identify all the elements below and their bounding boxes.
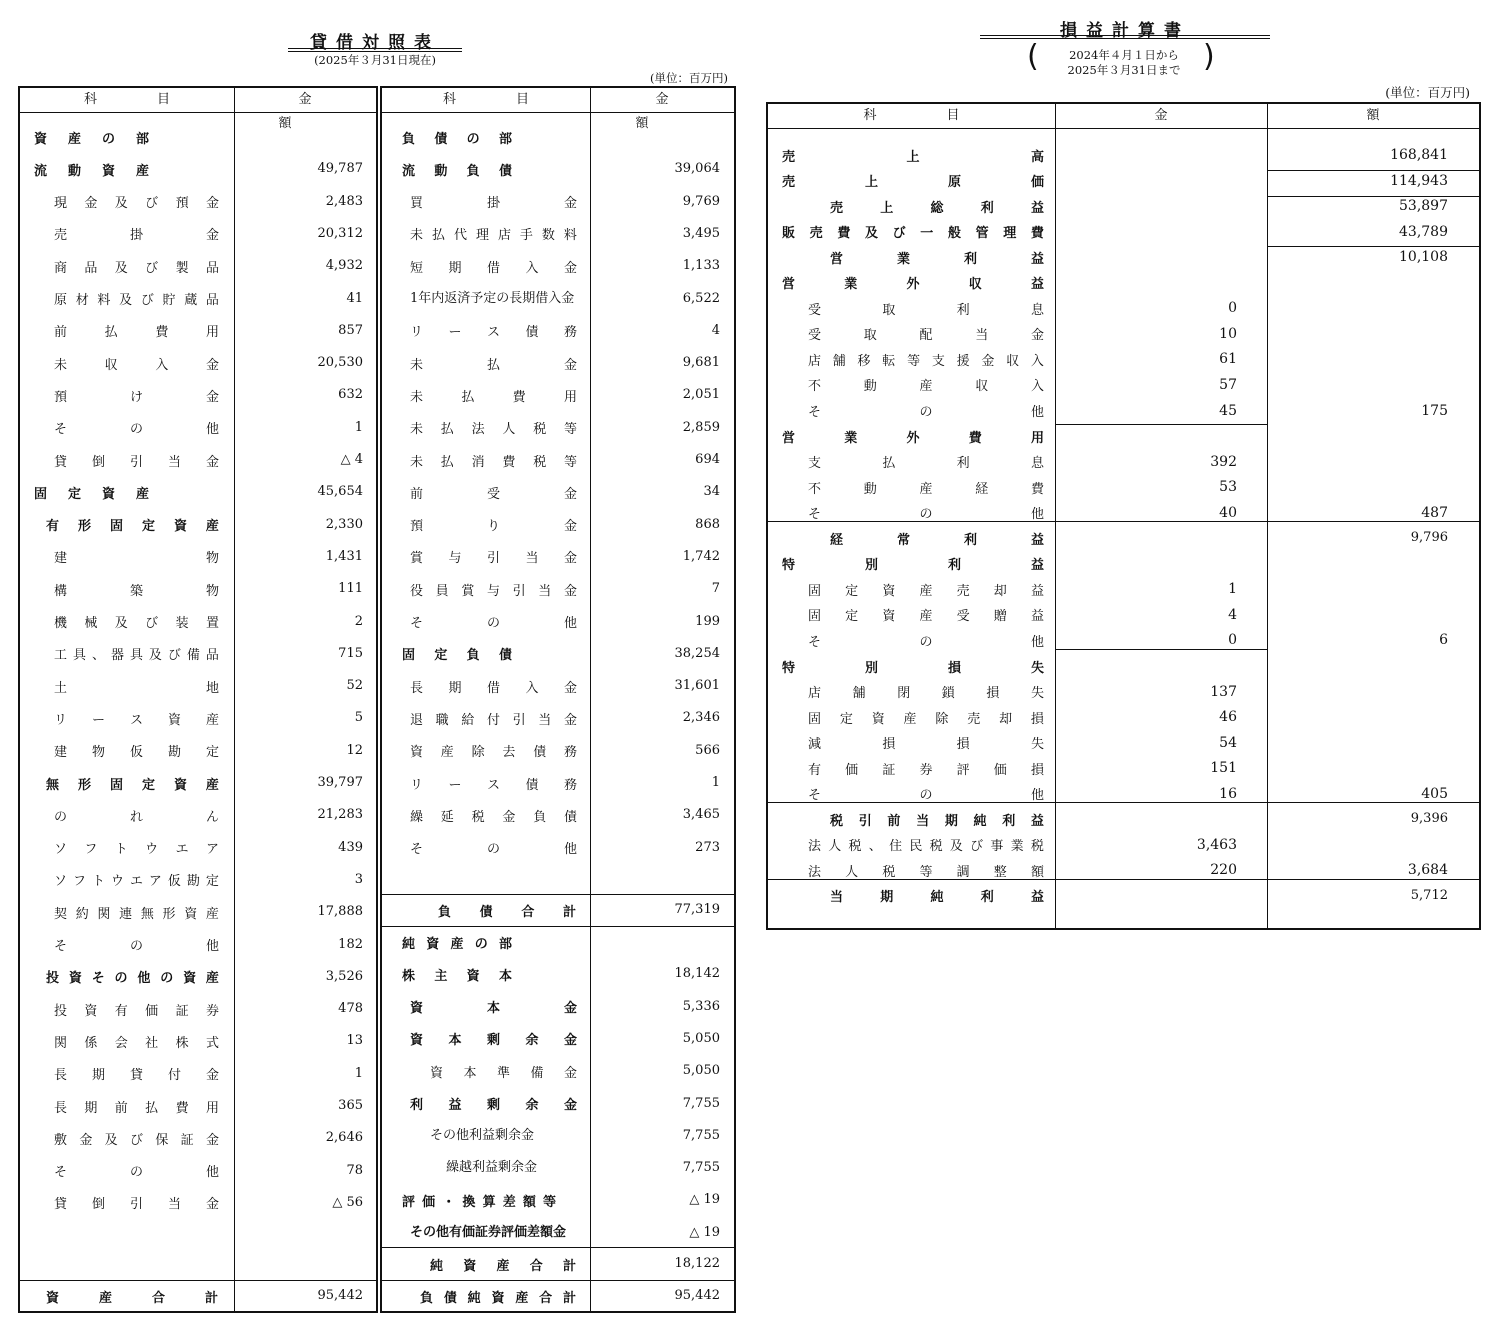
period-from: 2024年４月１日から — [1069, 48, 1179, 62]
row-value: 6,522 — [682, 290, 720, 306]
row-value: 13 — [346, 1033, 363, 1049]
row-label: 原 材 料 及 び 貯 蔵 品 — [54, 293, 219, 308]
row-value: 38,254 — [674, 645, 720, 661]
row-value: △ 4 — [340, 452, 363, 467]
row-label: 未 払 金 — [410, 357, 577, 373]
row-value: 1,431 — [325, 548, 363, 564]
pl-row-label: 営 業 外 費 用 — [782, 430, 1044, 446]
row-value: 45,654 — [317, 484, 363, 500]
row-value: 4,932 — [325, 258, 363, 274]
pl-row-value-2: 175 — [1421, 402, 1448, 419]
row-value: 78 — [346, 1162, 363, 1178]
row-label: 資 産 の 部 — [34, 131, 149, 147]
pl-row-label: 固 定 資 産 除 売 却 損 — [808, 711, 1044, 727]
row-value: 868 — [695, 516, 720, 532]
row-label: 構 築 物 — [54, 583, 219, 599]
assets-total-value: 95,442 — [317, 1288, 363, 1303]
row-label: 固 定 負 債 — [402, 648, 512, 664]
row-label: の れ ん — [54, 809, 219, 825]
row-label: 利 益 剰 余 金 — [410, 1098, 577, 1113]
pl-row-value-1: 392 — [1210, 453, 1237, 470]
row-value: 20,530 — [317, 355, 363, 371]
row-label: 株 主 資 本 — [402, 968, 512, 984]
row-label: 短 期 借 入 金 — [410, 260, 577, 276]
row-value: △ 56 — [332, 1194, 363, 1210]
pl-row-label: 特 別 利 益 — [782, 558, 1044, 574]
row-label: ソ フ ト ウ エ ア 仮 勘 定 — [54, 874, 219, 890]
row-value: 199 — [695, 613, 720, 629]
row-label: 工 具 、 器 具 及 び 備 品 — [54, 648, 219, 664]
row-value: △ 19 — [689, 1224, 720, 1240]
pl-row-value-2: 9,396 — [1410, 811, 1448, 827]
row-value: 20,312 — [317, 225, 363, 241]
row-label: 負 債 の 部 — [402, 131, 512, 147]
equity-total-value: 18,122 — [674, 1256, 720, 1271]
row-value: 5,050 — [682, 1063, 720, 1079]
row-value: 41 — [346, 290, 363, 306]
pl-row-label: そ の 他 — [808, 634, 1044, 650]
row-label: 土 地 — [54, 680, 219, 696]
row-label: 繰 延 税 金 負 債 — [410, 809, 577, 825]
row-value: 1 — [354, 1065, 363, 1081]
pl-row-value-1: 57 — [1219, 376, 1237, 393]
row-value: 1,742 — [682, 548, 720, 564]
header-subject — [20, 88, 234, 112]
row-value: 3,495 — [682, 225, 720, 241]
balance-sheet-unit: (単位：百万円) — [650, 71, 728, 85]
pl-row-label: そ の 他 — [808, 507, 1044, 523]
pl-row-value-2: 168,841 — [1390, 147, 1448, 163]
pl-row-label: 不 動 産 経 費 — [808, 481, 1044, 497]
row-label: 資 本 準 備 金 — [430, 1065, 577, 1081]
row-value: 39,064 — [674, 161, 720, 177]
row-value: 365 — [338, 1098, 363, 1113]
pl-row-value-1: 137 — [1210, 683, 1237, 700]
row-label: 流 動 負 債 — [402, 163, 512, 179]
header-subject — [382, 88, 590, 112]
row-value: 3,526 — [325, 968, 363, 984]
period-to: 2025年３月31日まで — [1067, 63, 1181, 77]
row-value: 5,336 — [682, 998, 720, 1014]
pl-row-label: 特 別 損 失 — [782, 660, 1044, 676]
pl-row-value-1: 53 — [1219, 479, 1237, 496]
liabilities-total-label: 負 債 合 計 — [438, 904, 576, 920]
row-value: 31,601 — [674, 678, 720, 694]
row-value: 111 — [338, 581, 363, 597]
row-value: 5,050 — [682, 1030, 720, 1046]
row-label: 1年内返済予定の長期借入金 — [410, 290, 575, 306]
row-label: 前 受 金 — [410, 486, 577, 502]
pl-row-label: 固 定 資 産 受 贈 益 — [808, 609, 1044, 625]
pl-header-subject-text: 科目 — [863, 108, 1030, 123]
row-value: 2,346 — [682, 710, 720, 726]
row-label: 買 掛 金 — [410, 196, 577, 212]
row-value: 3,465 — [682, 807, 720, 823]
row-value: 52 — [346, 678, 363, 694]
row-label: 前 払 費 用 — [54, 325, 219, 341]
row-value: 632 — [338, 387, 363, 403]
pl-row-value-1: 4 — [1228, 606, 1237, 623]
pl-header-amount-2-text: 額 — [1366, 108, 1380, 123]
row-label: 貸 倒 引 当 金 — [54, 454, 219, 470]
pl-row-label: 固 定 資 産 売 却 益 — [808, 583, 1044, 599]
row-label: 繰越利益剰余金 — [446, 1160, 538, 1176]
pl-row-value-2: 53,897 — [1399, 198, 1448, 215]
row-label: 賞 与 引 当 金 — [410, 551, 577, 567]
pl-row-value-2: 43,789 — [1399, 223, 1448, 240]
pl-row-value-2: 5,712 — [1410, 887, 1448, 903]
pl-row-label: 売 上 原 価 — [782, 175, 1044, 191]
row-label: 未 払 法 人 税 等 — [410, 422, 577, 438]
pl-row-label: 当 期 純 利 益 — [830, 890, 1044, 906]
row-value: 17,888 — [317, 904, 363, 920]
equity-total-label: 純 資 産 合 計 — [430, 1258, 576, 1274]
row-value: 566 — [695, 742, 720, 758]
pl-row-label: 店 舗 閉 鎖 損 失 — [808, 686, 1044, 702]
pl-row-label: 売 上 高 — [782, 149, 1044, 165]
row-value: 7,755 — [682, 1095, 720, 1111]
row-label: 現 金 及 び 預 金 — [54, 196, 219, 212]
pl-header-amount-1 — [1055, 104, 1267, 128]
row-label: リ ー ス 債 務 — [410, 325, 577, 341]
pl-row-label: 受 取 配 当 金 — [808, 328, 1044, 344]
pl-row-value-1: 0 — [1228, 300, 1237, 317]
row-label: 敷 金 及 び 保 証 金 — [54, 1132, 219, 1148]
row-value: 2 — [354, 613, 363, 629]
row-value: 34 — [703, 484, 720, 500]
pl-row-value-1: 40 — [1219, 504, 1237, 521]
row-value: 857 — [338, 322, 363, 338]
pl-row-label: 減 損 損 失 — [808, 737, 1044, 753]
row-value: 7,755 — [682, 1127, 720, 1143]
left-bracket: ( — [1027, 39, 1039, 74]
row-value: 3 — [354, 871, 363, 887]
pl-row-label: 販 売 費 及 び 一 般 管 理 費 — [782, 226, 1044, 242]
pl-row-label: そ の 他 — [808, 788, 1044, 804]
row-value: 4 — [711, 322, 720, 338]
pl-row-value-1: 1 — [1228, 581, 1237, 598]
grand-total-label: 負 債 純 資 産 合 計 — [420, 1290, 576, 1306]
pl-row-value-1: 151 — [1210, 760, 1237, 777]
row-label: 役 員 賞 与 引 当 金 — [410, 583, 577, 599]
row-label: そ の 他 — [54, 939, 219, 954]
row-label: 関 係 会 社 株 式 — [54, 1035, 219, 1051]
pl-row-label: 売 上 総 利 益 — [830, 200, 1044, 216]
pl-row-value-2: 10,108 — [1399, 249, 1448, 266]
row-label: そ の 他 — [410, 616, 577, 631]
assets-total-label: 資 産 合 計 — [46, 1290, 218, 1306]
row-label: 預 り 金 — [410, 519, 577, 535]
row-label: 建 物 — [54, 551, 219, 567]
row-label: 退 職 給 付 引 当 金 — [410, 712, 577, 728]
header-amount — [590, 88, 734, 131]
row-label: 固 定 資 産 — [34, 486, 149, 502]
row-label: 売 掛 金 — [54, 228, 219, 244]
right-bracket: ) — [1203, 39, 1215, 74]
header-amount — [234, 88, 376, 131]
row-value: 5 — [354, 710, 363, 726]
row-label: 資 本 剰 余 金 — [410, 1033, 577, 1049]
row-label: 評 価 ・ 換 算 差 額 等 — [402, 1194, 556, 1210]
pl-row-value-1: 16 — [1219, 785, 1237, 802]
row-value: 1 — [711, 775, 720, 790]
income-statement-title: 損益計算書 — [1060, 21, 1190, 41]
row-value: 1,133 — [682, 258, 720, 274]
pl-row-label: 店 舗 移 転 等 支 援 金 収 入 — [808, 353, 1044, 369]
liabilities-total-value: 77,319 — [674, 902, 720, 917]
pl-row-value-2: 3,684 — [1407, 862, 1448, 879]
row-label: 貸 倒 引 当 金 — [54, 1197, 219, 1213]
row-label: その他利益剰余金 — [430, 1127, 535, 1143]
header-subject-text: 科目 — [83, 92, 230, 107]
row-label: 投 資 そ の 他 の 資 産 — [46, 971, 219, 987]
row-label: 機 械 及 び 装 置 — [54, 616, 219, 631]
pl-row-value-2: 405 — [1421, 785, 1448, 802]
row-label: その他有価証券評価差額金 — [410, 1224, 567, 1240]
pl-row-label: 受 取 利 息 — [808, 302, 1044, 318]
pl-row-value-1: 10 — [1219, 325, 1237, 342]
row-label: 長 期 借 入 金 — [410, 680, 577, 696]
row-label: 資 産 除 去 債 務 — [410, 745, 577, 761]
row-label: 預 け 金 — [54, 389, 219, 405]
income-statement-unit: (単位：百万円) — [1385, 85, 1470, 100]
row-label: ソ フ ト ウ エ ア — [54, 842, 219, 858]
row-value: △ 19 — [689, 1192, 720, 1208]
pl-row-value-2: 114,943 — [1390, 172, 1448, 189]
pl-row-label: 支 払 利 息 — [808, 456, 1044, 472]
row-label: 長 期 貸 付 金 — [54, 1068, 219, 1084]
row-value: 7,755 — [682, 1160, 720, 1176]
pl-row-value-1: 3,463 — [1196, 836, 1237, 853]
header-subject-text-r: 科目 — [442, 92, 589, 107]
pl-row-label: 営 業 利 益 — [830, 251, 1044, 267]
balance-sheet-date: (2025年３月31日現在) — [314, 53, 436, 67]
row-value: 478 — [338, 1001, 363, 1017]
pl-row-label: 営 業 外 収 益 — [782, 277, 1044, 293]
row-label: 未 払 代 理 店 手 数 料 — [410, 228, 577, 244]
row-value: 9,769 — [682, 193, 720, 209]
pl-row-value-2: 6 — [1439, 632, 1448, 649]
pl-row-value-1: 46 — [1219, 709, 1237, 726]
pl-row-label: 税 引 前 当 期 純 利 益 — [830, 813, 1044, 829]
row-value: 7 — [711, 581, 720, 597]
pl-row-label: 不 動 産 収 入 — [808, 379, 1044, 395]
row-label: 未 払 費 用 — [410, 389, 577, 405]
pl-row-label: 有 価 証 券 評 価 損 — [808, 762, 1044, 778]
row-label: 流 動 資 産 — [34, 163, 149, 179]
row-label: 建 物 仮 勘 定 — [54, 745, 219, 761]
row-label: 無 形 固 定 資 産 — [46, 777, 219, 793]
row-label: そ の 他 — [54, 422, 219, 438]
row-label: 長 期 前 払 費 用 — [54, 1100, 219, 1116]
pl-row-value-1: 54 — [1219, 734, 1237, 751]
row-value: 2,646 — [325, 1130, 363, 1146]
pl-row-value-2: 9,796 — [1410, 530, 1448, 546]
row-value: 694 — [695, 452, 720, 467]
pl-row-label: 経 常 利 益 — [830, 532, 1044, 548]
row-value: 49,787 — [317, 161, 363, 177]
grand-total-value: 95,442 — [674, 1288, 720, 1303]
pl-header-amount-2 — [1267, 104, 1479, 128]
pl-header-amount-1-text: 金 — [1154, 108, 1168, 123]
row-value: 9,681 — [682, 355, 720, 371]
row-value: 18,142 — [674, 966, 720, 982]
row-value: 2,483 — [325, 193, 363, 209]
row-label: そ の 他 — [410, 842, 577, 858]
row-value: 182 — [338, 936, 363, 952]
row-label: そ の 他 — [54, 1165, 219, 1181]
row-label: 純 資 産 の 部 — [402, 936, 512, 952]
row-value: 715 — [338, 645, 363, 661]
pl-row-label: 法 人 税 、 住 民 税 及 び 事 業 税 — [808, 839, 1044, 855]
row-label: 未 払 消 費 税 等 — [410, 454, 577, 470]
row-label: 契 約 関 連 無 形 資 産 — [54, 906, 219, 922]
pl-row-value-1: 45 — [1219, 402, 1237, 419]
pl-header-subject — [768, 104, 1055, 128]
row-label: 商 品 及 び 製 品 — [54, 260, 219, 276]
pl-row-value-1: 61 — [1219, 351, 1237, 368]
row-label: リ ー ス 資 産 — [54, 712, 219, 728]
row-label: 投 資 有 価 証 券 — [54, 1003, 219, 1019]
row-value: 2,051 — [682, 387, 720, 403]
pl-row-label: 法 人 税 等 調 整 額 — [808, 864, 1044, 880]
pl-row-value-1: 220 — [1210, 862, 1237, 879]
row-value: 439 — [338, 839, 363, 855]
row-label: リ ー ス 債 務 — [410, 777, 577, 793]
pl-row-label: そ の 他 — [808, 405, 1044, 420]
pl-row-value-2: 487 — [1421, 504, 1448, 521]
row-label: 有 形 固 定 資 産 — [46, 519, 219, 535]
header-amount-text-r: 金額 — [635, 92, 709, 131]
header-amount-text: 金額 — [278, 92, 352, 131]
row-value: 2,330 — [325, 516, 363, 532]
row-label: 資 本 金 — [410, 1001, 577, 1017]
row-value: 1 — [354, 419, 363, 435]
row-value: 273 — [695, 839, 720, 855]
title-underline — [980, 35, 1270, 39]
row-value: 21,283 — [317, 807, 363, 823]
row-value: 2,859 — [682, 419, 720, 435]
row-label: 未 収 入 金 — [54, 357, 219, 373]
row-value: 12 — [346, 742, 363, 758]
pl-row-value-1: 0 — [1228, 632, 1237, 649]
balance-sheet-title: 貸借対照表 — [310, 33, 440, 53]
row-value: 39,797 — [317, 775, 363, 790]
